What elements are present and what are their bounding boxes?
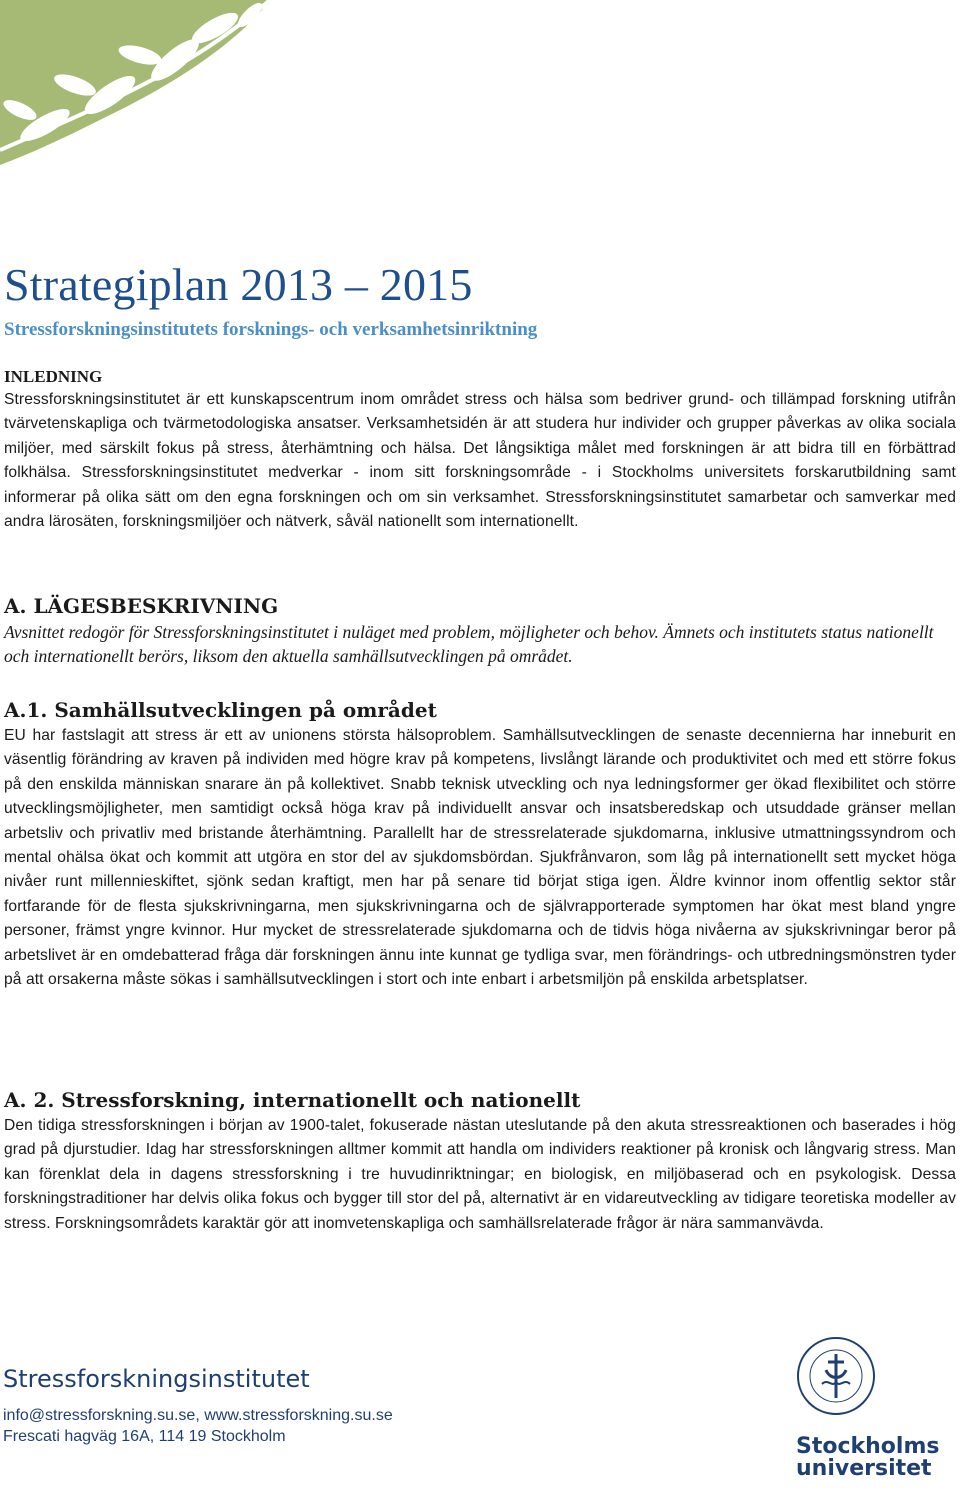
footer-address: Frescati hagväg 16A, 114 19 Stockholm <box>3 1428 286 1445</box>
section-a1 <box>4 696 956 992</box>
section-a1-heading: A.1. Samhällsutvecklingen på området <box>4 698 437 722</box>
section-a-description: Avsnittet redogör för Stressforskningsinstitutet i nuläget med problem, möjligheter och behov. Ämnets och institutets status nationellt och internationellt berörs, liksom den aktuella samhällsutvecklingen på området. <box>4 622 934 666</box>
intro-heading: INLEDNING <box>4 367 103 386</box>
intro-text: Stressforskningsinstitutet är ett kunskapscentrum inom området stress och hälsa som bedriver grund- och tillämpad forskning utifrån tvärvetenskapliga och tvärmetodologiska ansatser. Verksamhetsidén är att studera hur individer och grupper påverkas av olika sociala miljöer, med särskilt fokus på stress, återhämtning och hälsa. Det långsiktiga målet med forskningen är att bidra till en förbättrad folkhälsa. Stressforskningsinstitutet medverkar - inom sitt forskningsområde - i Stockholms universitets forskarutbildning samt informerar på olika sätt om den egna forskningen och om sin verksamhet. Stressforskningsinstitutet samarbetar och samverkar med andra lärosäten, forskningsmiljöer och nätverk, såväl nationellt som internationellt. <box>4 391 956 531</box>
footer-org-name: Stressforskningsinstitutet <box>3 1365 310 1393</box>
footer-contact: info@stressforskning.su.se, www.stressforskning.su.se <box>3 1407 393 1424</box>
section-a <box>4 592 956 668</box>
section-a2-text: Den tidiga stressforskningen i början av 1900-talet, fokuserade nästan uteslutande på den akuta stressreaktionen och baserades i hög grad på djurstudier. Idag har stressforskningen alltmer kommit att handla om individers reaktioner på kronisk och långvarig stress. Man kan förenklat dela in dagens stressforskning i tre huvudinriktningar; en biologisk, en miljöbaserad och en psykologisk. Dessa forskningstraditioner har delvis olika fokus och bygger till stor del på, alternativt är en vidareutveckling av tidigare teoretiska modeller av stress. Forskningsområdets karaktär gör att inomvetenskapliga och samhällsrelaterade frågor är nära sammanvävda. <box>4 1117 956 1232</box>
section-a-heading: A. LÄGESBESKRIVNING <box>4 594 279 618</box>
section-a2-heading: A. 2. Stressforskning, internationellt och nationellt <box>4 1088 581 1112</box>
logo-line-1: Stockholms <box>796 1434 940 1459</box>
university-logo-text <box>796 1436 939 1480</box>
page-title: Strategiplan 2013 – 2015 <box>4 259 473 310</box>
section-a1-text: EU har fastslagit att stress är ett av unionens största hälsoproblem. Samhällsutvecklingen de senaste decennierna har inneburit en väsentlig förändring av kraven på individen med högre krav på kompetens, livslångt lärande och produktivitet och med ett större fokus på den enskilda människan snarare än på kollektivet. Snabb teknisk utveckling och nya ledningsformer ger ökad flexibilitet och större utvecklingsmöjligheter, men samtidigt också höga krav på individuellt ansvar och insatsberedskap och utsuddade gränser mellan arbetsliv och privatliv med bristande återhämtning. Parallellt har de stressrelaterade sjukdomarna, inklusive utmattningssyndrom och mental ohälsa ökat och kommit att utgöra en stor del av sjukdomsbördan. Sjukfrånvaron, som låg på internationellt sett mycket höga nivåer runt millennieskiftet, sjönk sedan kraftigt, men har på senare tid börjat stiga igen. Äldre kvinnor inom offentlig sektor står fortfarande för de flesta sjukskrivningarna, men sjukskrivningarna och de självrapporterade symptomen har ökat mest bland yngre personer, främst yngre kvinnor. Hur mycket de stressrelaterade sjukdomarna och de tidvis höga nivåerna av sjukskrivningar beror på arbetslivet är en omdebatterad fråga där forskningen ännu inte kunnat ge tydliga svar, men förändrings- och utbredningsmönstren tyder på att orsakerna måste sökas i samhällsutvecklingen i stort och inte enbart i arbetsmiljön på enskilda arbetsplatser. <box>4 727 956 989</box>
intro-section <box>4 366 956 534</box>
olive-branch-decoration <box>0 0 300 200</box>
page-subtitle: Stressforskningsinstitutets forsknings- och verksamhetsinriktning <box>4 319 538 340</box>
logo-line-2: universitet <box>796 1456 932 1481</box>
section-a2 <box>4 1086 956 1236</box>
